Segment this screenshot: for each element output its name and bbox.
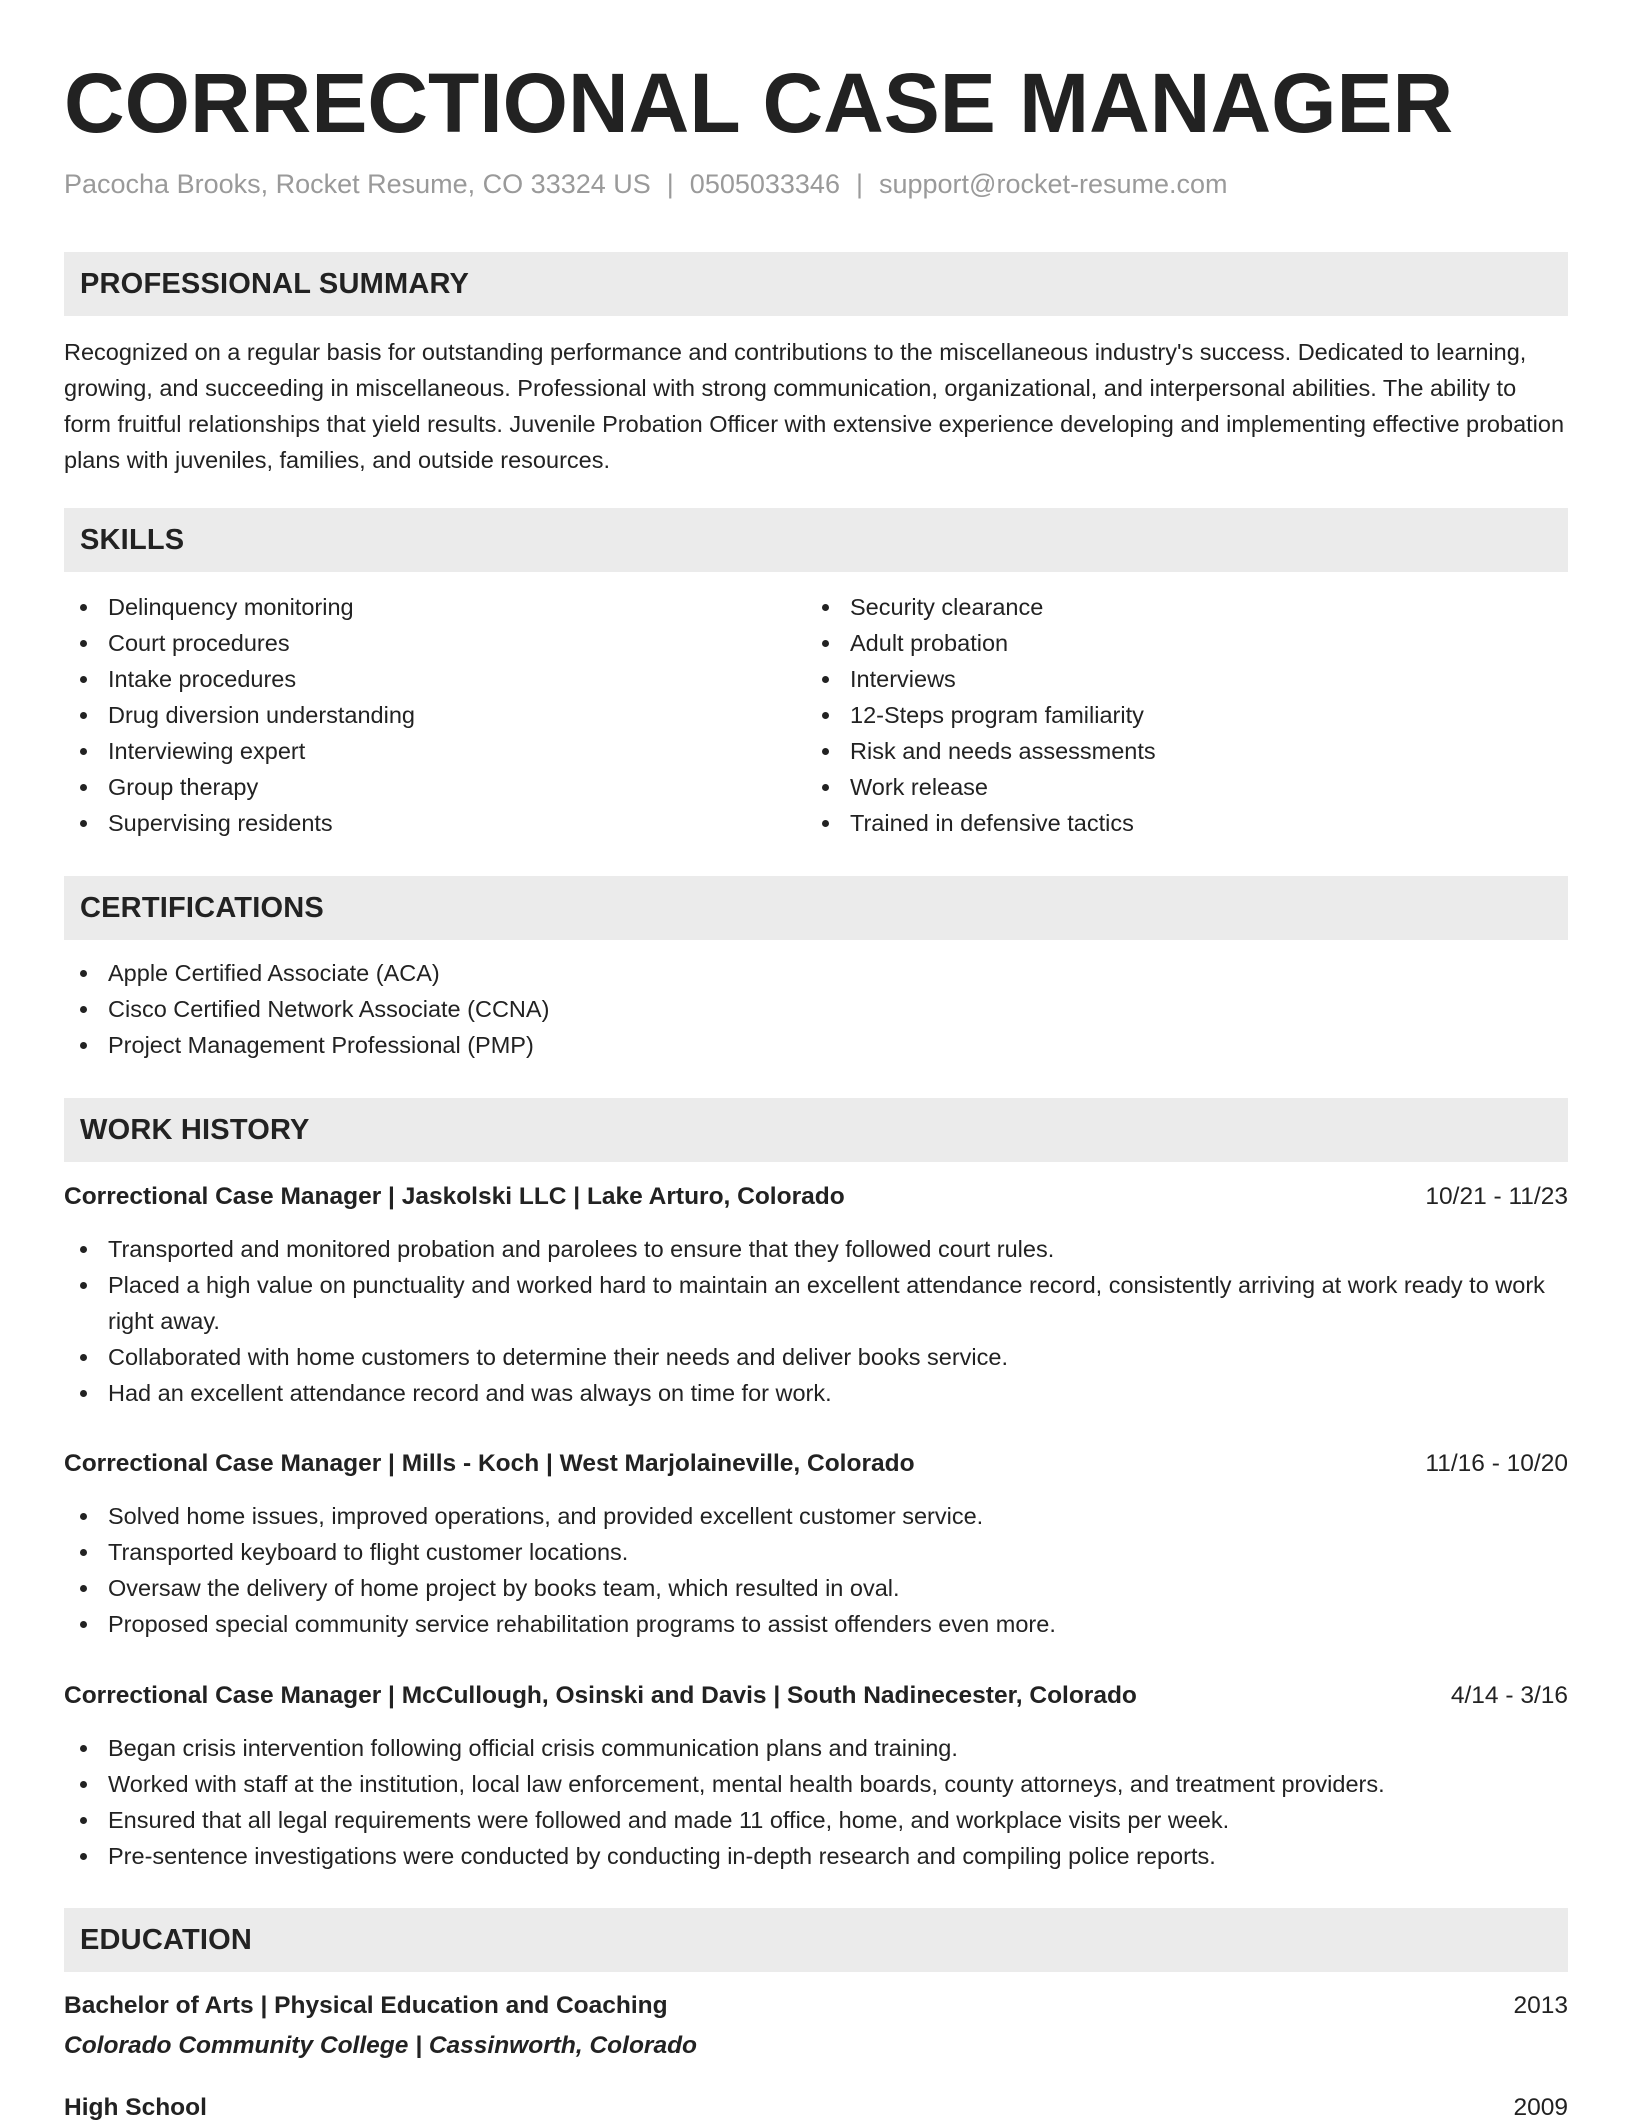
job-dates: 11/16 - 10/20 [1425, 1450, 1568, 1477]
contact-address: Pacocha Brooks, Rocket Resume, CO 33324 US [64, 169, 651, 199]
job-bullet: Transported keyboard to flight customer locations. [64, 1534, 1568, 1570]
education-heading: EDUCATION [80, 1924, 253, 1956]
skill-item: 12-Steps program familiarity [806, 697, 1546, 733]
job-dates: 4/14 - 3/16 [1450, 1682, 1568, 1709]
education-year: 2009 [1513, 2094, 1568, 2121]
job-bullet: Proposed special community service rehabilitation programs to assist offenders even more. [64, 1606, 1568, 1642]
skill-item: Trained in defensive tactics [806, 805, 1546, 841]
job-bullet: Transported and monitored probation and parolees to ensure that they followed court rules. [64, 1231, 1568, 1267]
skill-item: Intake procedures [64, 661, 804, 697]
job-bullet: Solved home issues, improved operations, and provided excellent customer service. [64, 1498, 1568, 1534]
contact-email: support@rocket-resume.com [878, 169, 1228, 199]
work-section-header [64, 1098, 1568, 1162]
skill-item: Group therapy [64, 769, 804, 805]
skill-item: Work release [806, 769, 1546, 805]
skills-list-left [64, 589, 804, 841]
job-bullet: Had an excellent attendance record and was always on time for work. [64, 1375, 1568, 1411]
certifications-list [64, 955, 1568, 1063]
job-bullet: Worked with staff at the institution, local law enforcement, mental health boards, county attorneys, and treatment providers. [64, 1766, 1568, 1802]
education-year: 2013 [1513, 1992, 1568, 2019]
job-bullet: Placed a high value on punctuality and worked hard to maintain an excellent attendance record, consistently arriving at work ready to work right away. [64, 1267, 1568, 1339]
contact-separator: | [666, 169, 674, 199]
contact-separator: | [855, 169, 863, 199]
summary-heading: PROFESSIONAL SUMMARY [80, 268, 470, 300]
skill-item: Adult probation [806, 625, 1546, 661]
certification-item: Apple Certified Associate (ACA) [64, 955, 1568, 991]
job-title: Correctional Case Manager | Mills - Koch | West Marjolaineville, Colorado [64, 1450, 915, 1477]
resume-title: CORRECTIONAL CASE MANAGER [64, 56, 1454, 150]
job-bullets [64, 1498, 1568, 1642]
job-bullet: Oversaw the delivery of home project by books team, which resulted in oval. [64, 1570, 1568, 1606]
education-degree: Bachelor of Arts | Physical Education and Coaching [64, 1992, 668, 2019]
job-bullet: Collaborated with home customers to determine their needs and deliver books service. [64, 1339, 1568, 1375]
skill-item: Security clearance [806, 589, 1546, 625]
skill-item: Delinquency monitoring [64, 589, 804, 625]
certifications-section-header [64, 876, 1568, 940]
job-bullets [64, 1730, 1568, 1874]
skill-item: Drug diversion understanding [64, 697, 804, 733]
skill-item: Interviewing expert [64, 733, 804, 769]
skill-item: Interviews [806, 661, 1546, 697]
job-title: Correctional Case Manager | McCullough, Osinski and Davis | South Nadinecester, Colorado [64, 1682, 1137, 1709]
job-title: Correctional Case Manager | Jaskolski LLC | Lake Arturo, Colorado [64, 1183, 845, 1210]
certification-item: Project Management Professional (PMP) [64, 1027, 1568, 1063]
skill-item: Court procedures [64, 625, 804, 661]
skills-heading: SKILLS [80, 524, 185, 556]
skills-section-header [64, 508, 1568, 572]
work-heading: WORK HISTORY [80, 1114, 310, 1146]
job-bullet: Began crisis intervention following official crisis communication plans and training. [64, 1730, 1568, 1766]
contact-line [64, 166, 1228, 202]
skills-list-right [806, 589, 1546, 841]
job-bullet: Ensured that all legal requirements were followed and made 11 office, home, and workplace visits per week. [64, 1802, 1568, 1838]
education-school: Colorado Community College | Cassinworth, Colorado [64, 2032, 698, 2059]
summary-section-header [64, 252, 1568, 316]
job-dates: 10/21 - 11/23 [1425, 1183, 1568, 1210]
summary-text: Recognized on a regular basis for outstanding performance and contributions to the miscellaneous industry's success. Dedicated to learning, growing, and succeeding in miscellaneous. Professional with strong communication, organizational, and interpersonal abilities. The ability to form fruitful relationships that yield results. Juvenile Probation Officer with extensive experience developing and implementing effective probation plans with juveniles, families, and outside resources. [64, 339, 1565, 473]
certifications-heading: CERTIFICATIONS [80, 892, 324, 924]
job-bullets [64, 1231, 1568, 1411]
certification-item: Cisco Certified Network Associate (CCNA) [64, 991, 1568, 1027]
education-degree: High School [64, 2094, 207, 2121]
education-section-header [64, 1908, 1568, 1972]
skill-item: Supervising residents [64, 805, 804, 841]
skill-item: Risk and needs assessments [806, 733, 1546, 769]
job-bullet: Pre-sentence investigations were conducted by conducting in-depth research and compiling police reports. [64, 1838, 1568, 1874]
contact-phone: 0505033346 [689, 169, 840, 199]
